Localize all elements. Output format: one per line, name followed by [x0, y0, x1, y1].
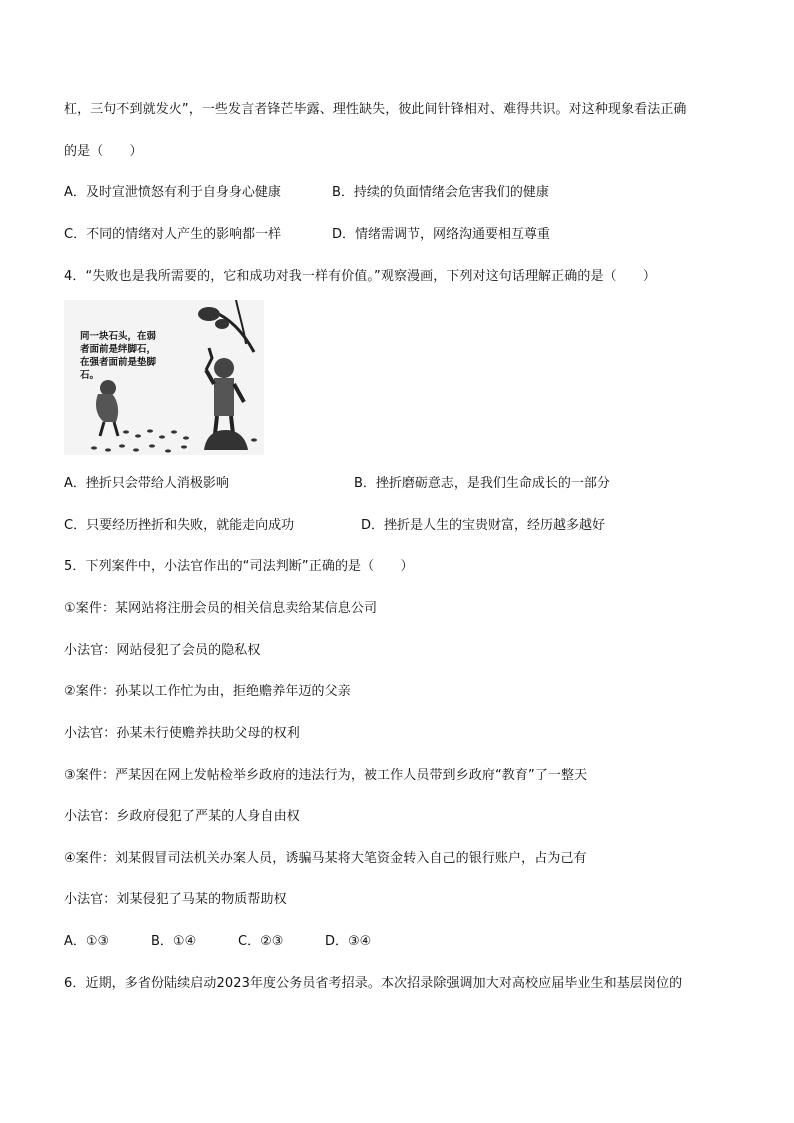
q5-case-1: ①案件：某网站将注册会员的相关信息卖给某信息公司 [64, 601, 378, 616]
q5-stem: 5．下列案件中，小法官作出的“司法判断”正确的是（ ） [64, 559, 414, 574]
q5-judge-1: 小法官：网站侵犯了会员的隐私权 [64, 643, 261, 658]
q4-option-a: A．挫折只会带给人消极影响 [64, 476, 229, 491]
cartoon-caption: 同一块石头，在弱者面前是绊脚石，在强者面前是垫脚石。 [80, 331, 157, 381]
q5-option-a: A．①③ [64, 934, 110, 949]
q3-option-d: D．情绪需调节，网络沟通要相互尊重 [332, 227, 551, 242]
q5-case-4: ④案件：刘某假冒司法机关办案人员，诱骗马某将大笔资金转入自己的银行账户，占为己有 [64, 851, 587, 866]
q4-option-b: B．挫折磨砺意志，是我们生命成长的一部分 [354, 476, 610, 491]
q3-option-b: B．持续的负面情绪会危害我们的健康 [332, 185, 549, 200]
q5-option-d: D．③④ [325, 934, 372, 949]
q5-case-3: ③案件：严某因在网上发帖检举乡政府的违法行为，被工作人员带到乡政府“教育”了一整天 [64, 768, 588, 783]
q5-option-c: C．②③ [238, 934, 284, 949]
q4-option-d: D．挫折是人生的宝贵财富，经历越多越好 [361, 518, 606, 533]
q5-judge-2: 小法官：孙某未行使赡养扶助父母的权利 [64, 726, 300, 741]
q5-judge-4: 小法官：刘某侵犯了马某的物质帮助权 [64, 892, 287, 907]
q3-option-a: A．及时宣泄愤怒有利于自身身心健康 [64, 185, 281, 200]
q4-option-c: C．只要经历挫折和失败，就能走向成功 [64, 518, 295, 533]
q6-stem: 6．近期，多省份陆续启动2023年度公务员省考招录。本次招录除强调加大对高校应届毕业生和基层岗位的 [64, 976, 683, 991]
q5-case-2: ②案件：孙某以工作忙为由，拒绝赡养年迈的父亲 [64, 684, 351, 699]
q4-stem: 4．“失败也是我所需要的，它和成功对我一样有价值。”观察漫画，下列对这句话理解正确的是（ ） [64, 269, 656, 284]
q3-stem-line2: 的是（ ） [64, 144, 143, 159]
q3-option-c: C．不同的情绪对人产生的影响都一样 [64, 227, 282, 242]
q3-stem-line1: 杠，三句不到就发火”，一些发言者锋芒毕露、理性缺失，彼此间针锋相对、难得共识。对这种现象看法正确 [64, 102, 687, 117]
q5-option-b: B．①④ [151, 934, 197, 949]
q5-judge-3: 小法官：乡政府侵犯了严某的人身自由权 [64, 809, 300, 824]
q4-cartoon [64, 300, 264, 455]
